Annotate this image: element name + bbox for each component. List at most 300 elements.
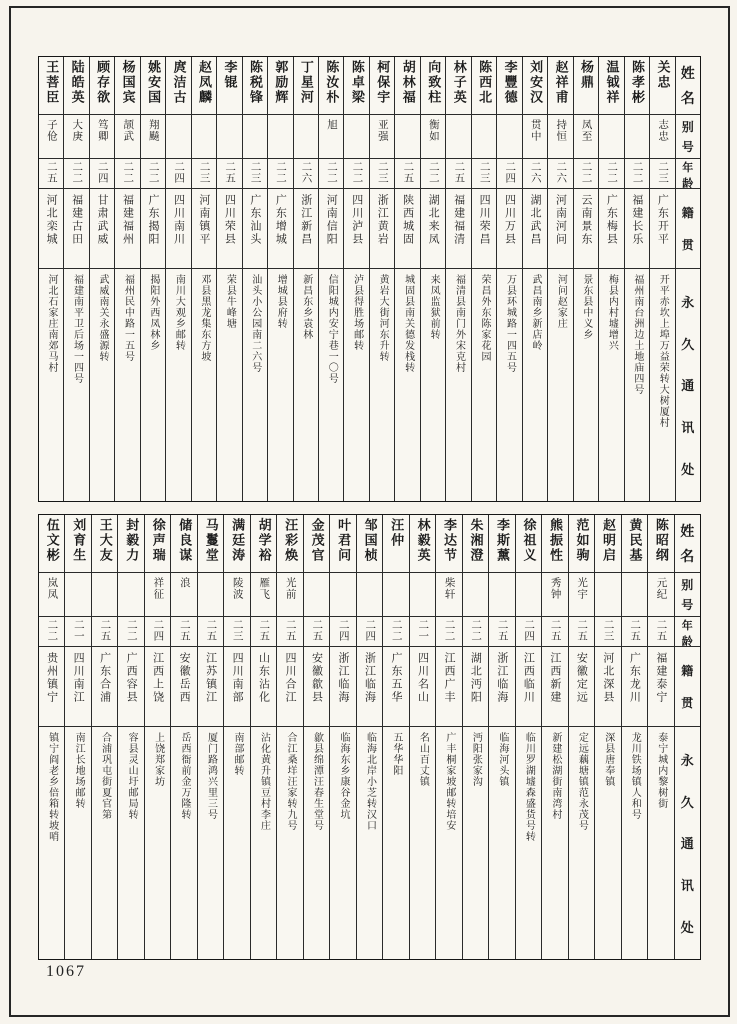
entry-age [383, 617, 408, 647]
entry-age [166, 159, 190, 189]
entry-name [64, 57, 88, 115]
entry-address [198, 727, 223, 959]
entry-origin-text: 安徽定远 [575, 652, 588, 704]
entry-name [625, 57, 649, 115]
entry-name-text: 温钺祥 [604, 60, 620, 105]
entry-age [599, 159, 623, 189]
entry-age-text: 二五 [205, 619, 217, 642]
entry-alias [489, 573, 514, 617]
entry-address [489, 727, 514, 959]
entry-age-text: 二二 [351, 161, 363, 184]
entry-name [251, 515, 276, 573]
entry-origin-text: 福建古田 [70, 194, 83, 246]
entry-age [330, 617, 355, 647]
entry-alias-text: 柴轩 [443, 577, 455, 600]
entry-origin-text: 四川泸县 [350, 194, 363, 246]
entry-origin-text: 山东沾化 [257, 652, 270, 704]
entry-name-text: 庹洁古 [171, 60, 187, 105]
entry-address [599, 269, 623, 501]
entry-origin-text: 河北深县 [601, 652, 614, 704]
entry-alias [523, 115, 547, 159]
entry-origin-text: 云南景东 [579, 194, 592, 246]
entry-column [496, 57, 521, 501]
entry-name [489, 515, 514, 573]
entry-name-text: 储良谋 [177, 518, 193, 563]
entry-address [463, 727, 488, 959]
entry-origin [319, 189, 343, 269]
header-char: 号 [681, 140, 694, 154]
entry-address [436, 727, 461, 959]
entry-origin [304, 647, 329, 727]
entry-address [118, 727, 143, 959]
entry-column [117, 515, 143, 959]
entry-age-text: 二五 [99, 619, 111, 642]
entry-origin-text: 福建福州 [121, 194, 134, 246]
entry-origin [599, 189, 623, 269]
entry-origin [166, 189, 190, 269]
header-address-label [676, 269, 700, 501]
entry-name-text: 王大友 [97, 518, 113, 563]
entry-name [330, 515, 355, 573]
entry-name [90, 57, 114, 115]
entry-name-text: 朱湘澄 [468, 518, 484, 563]
header-name-label [676, 57, 700, 115]
entry-age-text: 二六 [300, 161, 312, 184]
entry-address-text: 黄岩大街河东升转 [377, 274, 389, 362]
entry-column [140, 57, 165, 501]
entry-name [224, 515, 249, 573]
entry-name [648, 515, 673, 573]
entry-alias [319, 115, 343, 159]
entry-age [569, 617, 594, 647]
entry-origin-text: 江西上饶 [151, 652, 164, 704]
entry-name [304, 515, 329, 573]
entry-column [114, 57, 139, 501]
entry-alias [357, 573, 382, 617]
entry-origin-text: 安徽岳西 [178, 652, 191, 704]
entry-name [542, 515, 567, 573]
header-char: 名 [680, 92, 695, 108]
entry-address-text: 梅县内村墟增兴 [606, 274, 618, 351]
header-char: 久 [681, 336, 695, 352]
entry-name [548, 57, 572, 115]
entry-origin-text: 贵州镇宁 [45, 652, 58, 704]
entry-address-text: 河问赵家庄 [555, 274, 567, 329]
entry-origin-text: 浙江新昌 [299, 194, 312, 246]
entry-origin-text: 浙江临海 [363, 652, 376, 704]
entry-origin-text: 四川荣昌 [478, 194, 491, 246]
entry-age-text: 二二 [325, 161, 337, 184]
entry-origin-text: 福建泰宁 [654, 652, 667, 704]
entry-address-text: 福建南平卫后场一四号 [71, 274, 83, 384]
entry-origin [516, 647, 541, 727]
entry-age-text: 二二 [122, 161, 134, 184]
entry-origin [39, 647, 64, 727]
entry-age [294, 159, 318, 189]
entry-address-text: 容县灵山圩邮局转 [126, 732, 138, 820]
header-char: 处 [680, 920, 694, 936]
entry-address-text: 南江长地场邮转 [73, 732, 85, 809]
entry-alias [421, 115, 445, 159]
entry-alias-text: 光宇 [576, 577, 588, 600]
entry-age-text: 二四 [152, 619, 164, 642]
entry-origin-text: 四川南川 [172, 194, 185, 246]
entry-age-text: 二三 [198, 161, 210, 184]
entry-address-text: 新建松湖街南湾村 [549, 732, 561, 820]
entry-alias-text: 光前 [284, 577, 296, 600]
entry-name-text: 金茂官 [309, 518, 325, 563]
entry-address [39, 727, 64, 959]
entry-name [410, 515, 435, 573]
entry-name [421, 57, 445, 115]
entry-alias-text: 秀钟 [549, 577, 561, 600]
entry-age-text: 二二 [606, 161, 618, 184]
entry-age [625, 159, 649, 189]
entry-address [304, 727, 329, 959]
entry-name [171, 515, 196, 573]
entry-alias [294, 115, 318, 159]
entry-address-text: 沾化黄升镇豆村李庄 [258, 732, 270, 831]
entry-name [319, 57, 343, 115]
entry-name-text: 关忠 [655, 60, 671, 90]
entry-column [445, 57, 470, 501]
entry-origin [344, 189, 368, 269]
entry-origin-text: 陕西城固 [401, 194, 414, 246]
entry-column [39, 57, 63, 501]
entry-address-text: 荣昌外东陈家花园 [479, 274, 491, 362]
entry-column [488, 515, 514, 959]
entry-alias-text: 翔飇 [147, 119, 159, 142]
entry-age [410, 617, 435, 647]
entry-origin [192, 189, 216, 269]
entry-origin [357, 647, 382, 727]
entry-name-text: 王菩臣 [44, 60, 60, 105]
entry-name-text: 李锟 [222, 60, 238, 90]
entry-age [304, 617, 329, 647]
entry-age [370, 159, 394, 189]
entry-alias [141, 115, 165, 159]
entry-age [650, 159, 674, 189]
header-char: 久 [680, 794, 694, 810]
entry-origin-text: 江西广丰 [442, 652, 455, 704]
entry-alias-text: 凤至 [580, 119, 592, 142]
entry-name [166, 57, 190, 115]
entry-origin [436, 647, 461, 727]
entry-address-text: 名山百丈镇 [417, 732, 429, 787]
entry-name [383, 515, 408, 573]
entry-age-text: 二五 [224, 161, 236, 184]
entry-column [89, 57, 114, 501]
entry-alias [224, 573, 249, 617]
entry-name-text: 范如驹 [574, 518, 590, 563]
entry-column [91, 515, 117, 959]
entry-name-text: 叶君问 [336, 518, 352, 563]
entry-name-text: 汪彩焕 [283, 518, 299, 563]
entry-age-text: 二一 [417, 619, 429, 642]
entry-column [191, 57, 216, 501]
entry-name-text: 杨鼎 [579, 60, 595, 90]
entry-age-text: 二三 [478, 161, 490, 184]
entry-name-text: 赵明启 [600, 518, 616, 563]
entry-age-text: 二四 [337, 619, 349, 642]
entry-column [568, 515, 594, 959]
entry-age-text: 二三 [602, 619, 614, 642]
entry-alias-text: 贯中 [529, 119, 541, 142]
entry-age [357, 617, 382, 647]
entry-age-text: 二五 [549, 619, 561, 642]
entry-origin [118, 647, 143, 727]
entry-alias [192, 115, 216, 159]
header-char: 贯 [681, 238, 694, 252]
entry-alias [268, 115, 292, 159]
entry-age-text: 二四 [96, 161, 108, 184]
entry-age-text: 二四 [523, 619, 535, 642]
entry-column [435, 515, 461, 959]
entry-column [223, 515, 249, 959]
entry-age [251, 617, 276, 647]
entry-origin-text: 四川南部 [231, 652, 244, 704]
entry-alias [330, 573, 355, 617]
entry-name [574, 57, 598, 115]
entry-address [516, 727, 541, 959]
entry-address-text: 来凤监狱前转 [428, 274, 440, 340]
entry-age-text: 二二 [46, 619, 58, 642]
header-char: 别 [681, 578, 694, 592]
entry-origin [141, 189, 165, 269]
entry-address-text: 荣县牛峰塘 [224, 274, 236, 329]
entry-name [622, 515, 647, 573]
entry-alias [463, 573, 488, 617]
entry-age [542, 617, 567, 647]
entry-age-text: 二二 [390, 619, 402, 642]
entry-name-text: 邹国桢 [362, 518, 378, 563]
entry-name [599, 57, 623, 115]
entry-column [471, 57, 496, 501]
entry-address-text: 泰宁城内黎树街 [655, 732, 667, 809]
entry-origin [650, 189, 674, 269]
entry-origin [489, 647, 514, 727]
entry-age [115, 159, 139, 189]
entry-column [394, 57, 419, 501]
entry-column [170, 515, 196, 959]
entry-column [522, 57, 547, 501]
entry-age [39, 617, 64, 647]
entry-origin [497, 189, 521, 269]
entry-address-text: 新昌东乡袁林 [300, 274, 312, 340]
entry-origin-text: 广东汕头 [248, 194, 261, 246]
entry-address [395, 269, 419, 501]
entry-column [573, 57, 598, 501]
entry-name-text: 胡林福 [400, 60, 416, 105]
entry-alias-text: 子伧 [45, 119, 57, 142]
entry-address [421, 269, 445, 501]
entry-alias [622, 573, 647, 617]
entry-name [141, 57, 165, 115]
entry-name-text: 丁星河 [298, 60, 314, 105]
entry-alias [395, 115, 419, 159]
entry-name [370, 57, 394, 115]
entry-address-text: 汕头小公园南二六号 [249, 274, 261, 373]
entry-age [446, 159, 470, 189]
entry-alias-text: 持恒 [555, 119, 567, 142]
entry-name [395, 57, 419, 115]
entry-name-text: 封毅力 [124, 518, 140, 563]
entry-age-text: 二二 [275, 161, 287, 184]
entry-name [497, 57, 521, 115]
entry-column [63, 57, 88, 501]
entry-age-text: 二五 [655, 619, 667, 642]
entry-name-text: 陈西北 [477, 60, 493, 105]
entry-origin-text: 江西新建 [548, 652, 561, 704]
entry-name-text: 陈卓梁 [349, 60, 365, 105]
entry-age [198, 617, 223, 647]
entry-origin-text: 安徽歙县 [310, 652, 323, 704]
entry-age [65, 617, 90, 647]
entry-origin [548, 189, 572, 269]
entry-origin [463, 647, 488, 727]
entry-age-text: 二五 [311, 619, 323, 642]
entry-column [267, 57, 292, 501]
entry-column [343, 57, 368, 501]
entry-address [92, 727, 117, 959]
entry-name-text: 陆皓英 [69, 60, 85, 105]
entry-age-text: 二五 [496, 619, 508, 642]
entry-address [192, 269, 216, 501]
header-char: 讯 [681, 420, 695, 436]
entry-alias [383, 573, 408, 617]
entry-address-text: 龙川铁场镇人和号 [629, 732, 641, 820]
header-column [674, 515, 700, 959]
entry-address-text: 合浦巩屯街夏官第 [99, 732, 111, 820]
header-char: 号 [681, 598, 694, 612]
entry-name-text: 李斯薰 [495, 518, 511, 563]
entry-name [192, 57, 216, 115]
entry-column [303, 515, 329, 959]
entry-address-text: 城固县南关德发栈转 [402, 274, 414, 373]
entry-address [64, 269, 88, 501]
entry-address [472, 269, 496, 501]
entry-column [329, 515, 355, 959]
entry-name [198, 515, 223, 573]
entry-origin [523, 189, 547, 269]
entry-name [516, 515, 541, 573]
entry-alias [569, 573, 594, 617]
entry-origin-text: 广东梅县 [605, 194, 618, 246]
entry-address [595, 727, 620, 959]
entry-origin-text: 江苏镇江 [204, 652, 217, 704]
entry-name [277, 515, 302, 573]
entry-name-text: 刘育生 [71, 518, 87, 563]
entry-name [294, 57, 318, 115]
entry-address-text: 广丰桐家坡邮转培安 [443, 732, 455, 831]
entry-origin [421, 189, 445, 269]
entry-name-text: 杨国宾 [120, 60, 136, 105]
header-char: 姓 [680, 524, 695, 540]
header-char: 名 [680, 550, 695, 566]
entry-origin [410, 647, 435, 727]
entry-alias [446, 115, 470, 159]
entry-name [145, 515, 170, 573]
entry-address-text: 福清县南门外宋克村 [453, 274, 465, 373]
entry-address [268, 269, 292, 501]
entry-origin [574, 189, 598, 269]
header-char: 永 [681, 294, 695, 310]
entry-age [39, 159, 63, 189]
entry-origin [90, 189, 114, 269]
entry-address-text: 沔阳张家沟 [470, 732, 482, 787]
entry-address [65, 727, 90, 959]
entry-origin-text: 浙江黄岩 [376, 194, 389, 246]
entry-age-text: 二一 [72, 619, 84, 642]
header-age-label [675, 617, 700, 647]
entry-alias-text: 大庚 [71, 119, 83, 142]
entry-age [268, 159, 292, 189]
entry-address [648, 727, 673, 959]
entry-origin-text: 广东合浦 [98, 652, 111, 704]
entry-alias [548, 115, 572, 159]
entry-alias [64, 115, 88, 159]
entry-address [319, 269, 343, 501]
entry-age [472, 159, 496, 189]
entry-column [356, 515, 382, 959]
entry-address [574, 269, 598, 501]
entry-origin-text: 四川荣县 [223, 194, 236, 246]
entry-name-text: 刘安汉 [528, 60, 544, 105]
entry-column [293, 57, 318, 501]
entry-name [39, 57, 63, 115]
entry-age [436, 617, 461, 647]
entry-age-text: 二二 [125, 619, 137, 642]
entry-age-text: 二五 [453, 161, 465, 184]
entry-name-text: 熊振性 [547, 518, 563, 563]
entry-age [489, 617, 514, 647]
entry-origin [224, 647, 249, 727]
entry-age [92, 617, 117, 647]
entry-age [141, 159, 165, 189]
header-char: 讯 [680, 878, 694, 894]
entry-column [242, 57, 267, 501]
entry-address-text: 万县环城路一四五号 [504, 274, 516, 373]
entry-column [369, 57, 394, 501]
entry-name [92, 515, 117, 573]
entry-origin-text: 湖北来凤 [427, 194, 440, 246]
entry-address-text: 临海东乡康谷金坑 [337, 732, 349, 820]
entry-address [141, 269, 165, 501]
entry-alias [65, 573, 90, 617]
entry-origin-text: 河南镇平 [197, 194, 210, 246]
entry-address [330, 727, 355, 959]
entry-origin [648, 647, 673, 727]
entry-age [497, 159, 521, 189]
entry-age [192, 159, 216, 189]
entry-address-text: 临海河头镇 [496, 732, 508, 787]
entry-age-text: 二六 [555, 161, 567, 184]
entry-origin [622, 647, 647, 727]
header-char: 姓 [680, 66, 695, 82]
entry-alias-text: 浪 [178, 577, 190, 589]
entry-alias [436, 573, 461, 617]
entry-address [39, 269, 63, 501]
entry-column [216, 57, 241, 501]
entry-alias [92, 573, 117, 617]
entry-alias [516, 573, 541, 617]
entry-column [39, 515, 64, 959]
entry-alias [497, 115, 521, 159]
entry-origin-text: 湖北武昌 [529, 194, 541, 246]
entry-age-text: 二五 [402, 161, 414, 184]
page-number: 1067 [46, 963, 86, 980]
entry-address [650, 269, 674, 501]
